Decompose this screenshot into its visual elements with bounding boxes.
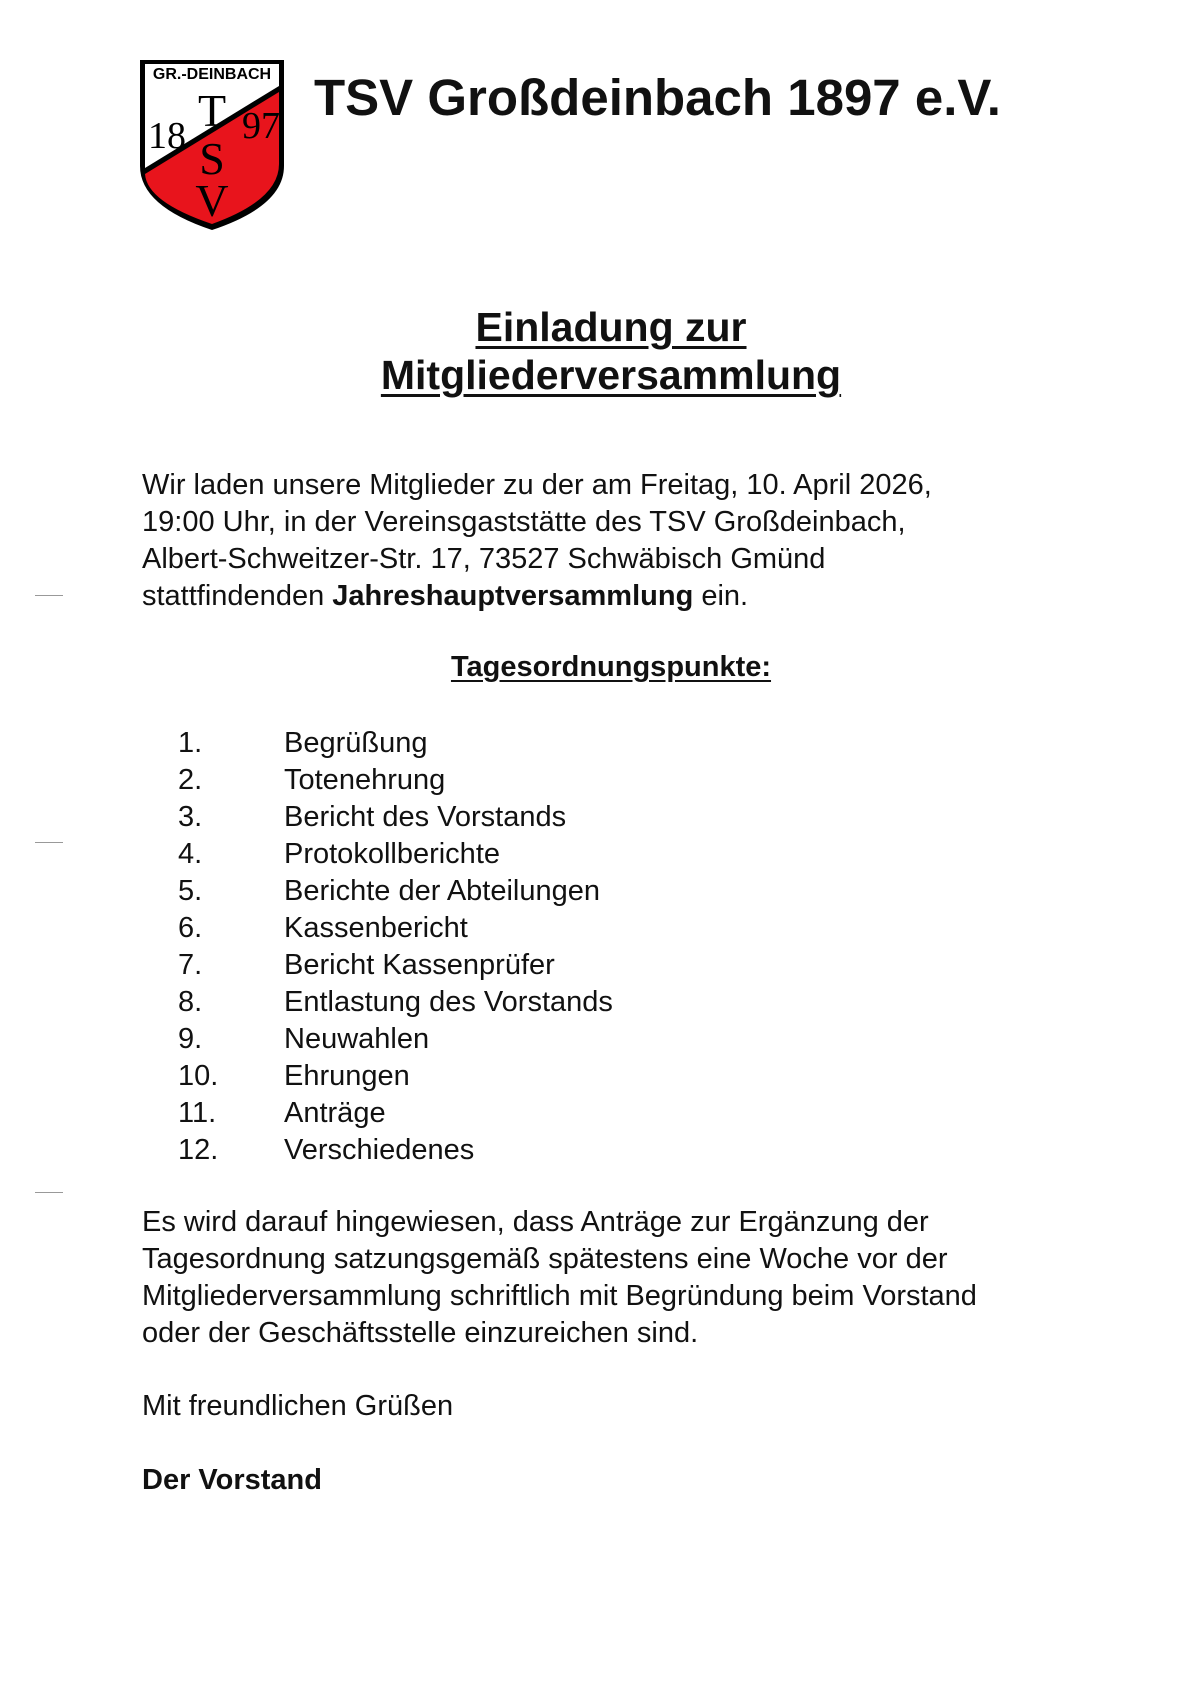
notice-line: oder der Geschäftsstelle einzureichen sind.	[142, 1317, 699, 1349]
agenda-item-label: Bericht des Vorstands	[284, 801, 567, 833]
agenda-item-number: 1.	[178, 727, 203, 759]
fold-mark	[35, 595, 63, 596]
fold-mark	[35, 842, 63, 843]
agenda-item	[178, 947, 613, 984]
agenda-item-label: Protokollberichte	[284, 838, 500, 870]
agenda-item	[178, 725, 613, 762]
agenda-item-label: Neuwahlen	[284, 1023, 430, 1055]
agenda-item-number: 7.	[178, 949, 203, 981]
svg-text:V: V	[195, 175, 229, 226]
svg-text:GR.-DEINBACH: GR.-DEINBACH	[152, 66, 272, 83]
intro-line: Albert-Schweitzer-Str. 17, 73527 Schwäbisch Gmünd	[142, 543, 826, 575]
agenda-list	[178, 725, 613, 1169]
agenda-item-number: 2.	[178, 764, 203, 796]
agenda-item	[178, 1021, 613, 1058]
svg-text:18: 18	[148, 115, 186, 157]
greeting: Mit freundlichen Grüßen	[142, 1390, 454, 1422]
document-title-line2: Mitgliederversammlung	[380, 352, 842, 398]
agenda-item-label: Berichte der Abteilungen	[284, 875, 600, 907]
agenda-item	[178, 1132, 613, 1169]
fold-mark	[35, 1192, 63, 1193]
svg-text:S: S	[199, 133, 225, 184]
svg-text:T: T	[197, 85, 227, 136]
agenda-item-number: 9.	[178, 1023, 203, 1055]
agenda-item	[178, 1095, 613, 1132]
agenda-item-label: Anträge	[284, 1097, 386, 1129]
intro-line: 19:00 Uhr, in der Vereinsgaststätte des TSV Großdeinbach,	[142, 506, 906, 538]
agenda-item	[178, 910, 613, 947]
notice-line: Tagesordnung satzungsgemäß spätestens eine Woche vor der	[142, 1243, 948, 1275]
agenda-item-number: 6.	[178, 912, 203, 944]
agenda-item-number: 8.	[178, 986, 203, 1018]
invitation-paragraph	[142, 467, 1142, 615]
agenda-item-number: 3.	[178, 801, 203, 833]
document-title-line1: Einladung zur	[475, 304, 747, 350]
intro-text: stattfindenden	[142, 580, 333, 612]
agenda-item-label: Kassenbericht	[284, 912, 468, 944]
agenda-item	[178, 984, 613, 1021]
agenda-item	[178, 873, 613, 910]
notice-line: Mitgliederversammlung schriftlich mit Begründung beim Vorstand	[142, 1280, 977, 1312]
meeting-name: Jahreshauptversammlung	[332, 580, 694, 612]
agenda-item-label: Bericht Kassenprüfer	[284, 949, 555, 981]
signature: Der Vorstand	[142, 1464, 322, 1496]
notice-line: Es wird darauf hingewiesen, dass Anträge zur Ergänzung der	[142, 1206, 929, 1238]
agenda-item-number: 12.	[178, 1134, 219, 1166]
agenda-item-number: 10.	[178, 1060, 219, 1092]
agenda-item-label: Totenehrung	[284, 764, 446, 796]
club-name-title: TSV Großdeinbach 1897 e.V.	[314, 69, 1001, 126]
agenda-item	[178, 1058, 613, 1095]
agenda-item-label: Entlastung des Vorstands	[284, 986, 613, 1018]
agenda-item-label: Ehrungen	[284, 1060, 410, 1092]
agenda-item	[178, 836, 613, 873]
club-logo	[136, 56, 288, 232]
intro-text: ein.	[693, 580, 749, 612]
agenda-item	[178, 762, 613, 799]
agenda-item-label: Begrüßung	[284, 727, 428, 759]
agenda-item-number: 11.	[178, 1097, 217, 1129]
intro-line	[142, 578, 1142, 615]
agenda-item	[178, 799, 613, 836]
notice-paragraph	[142, 1204, 1142, 1352]
agenda-title: Tagesordnungspunkte:	[450, 651, 772, 683]
agenda-item-number: 5.	[178, 875, 203, 907]
agenda-item-label: Verschiedenes	[284, 1134, 475, 1166]
intro-line: Wir laden unsere Mitglieder zu der am Freitag, 10. April 2026,	[142, 469, 932, 501]
agenda-item-number: 4.	[178, 838, 203, 870]
svg-text:97: 97	[242, 105, 280, 147]
